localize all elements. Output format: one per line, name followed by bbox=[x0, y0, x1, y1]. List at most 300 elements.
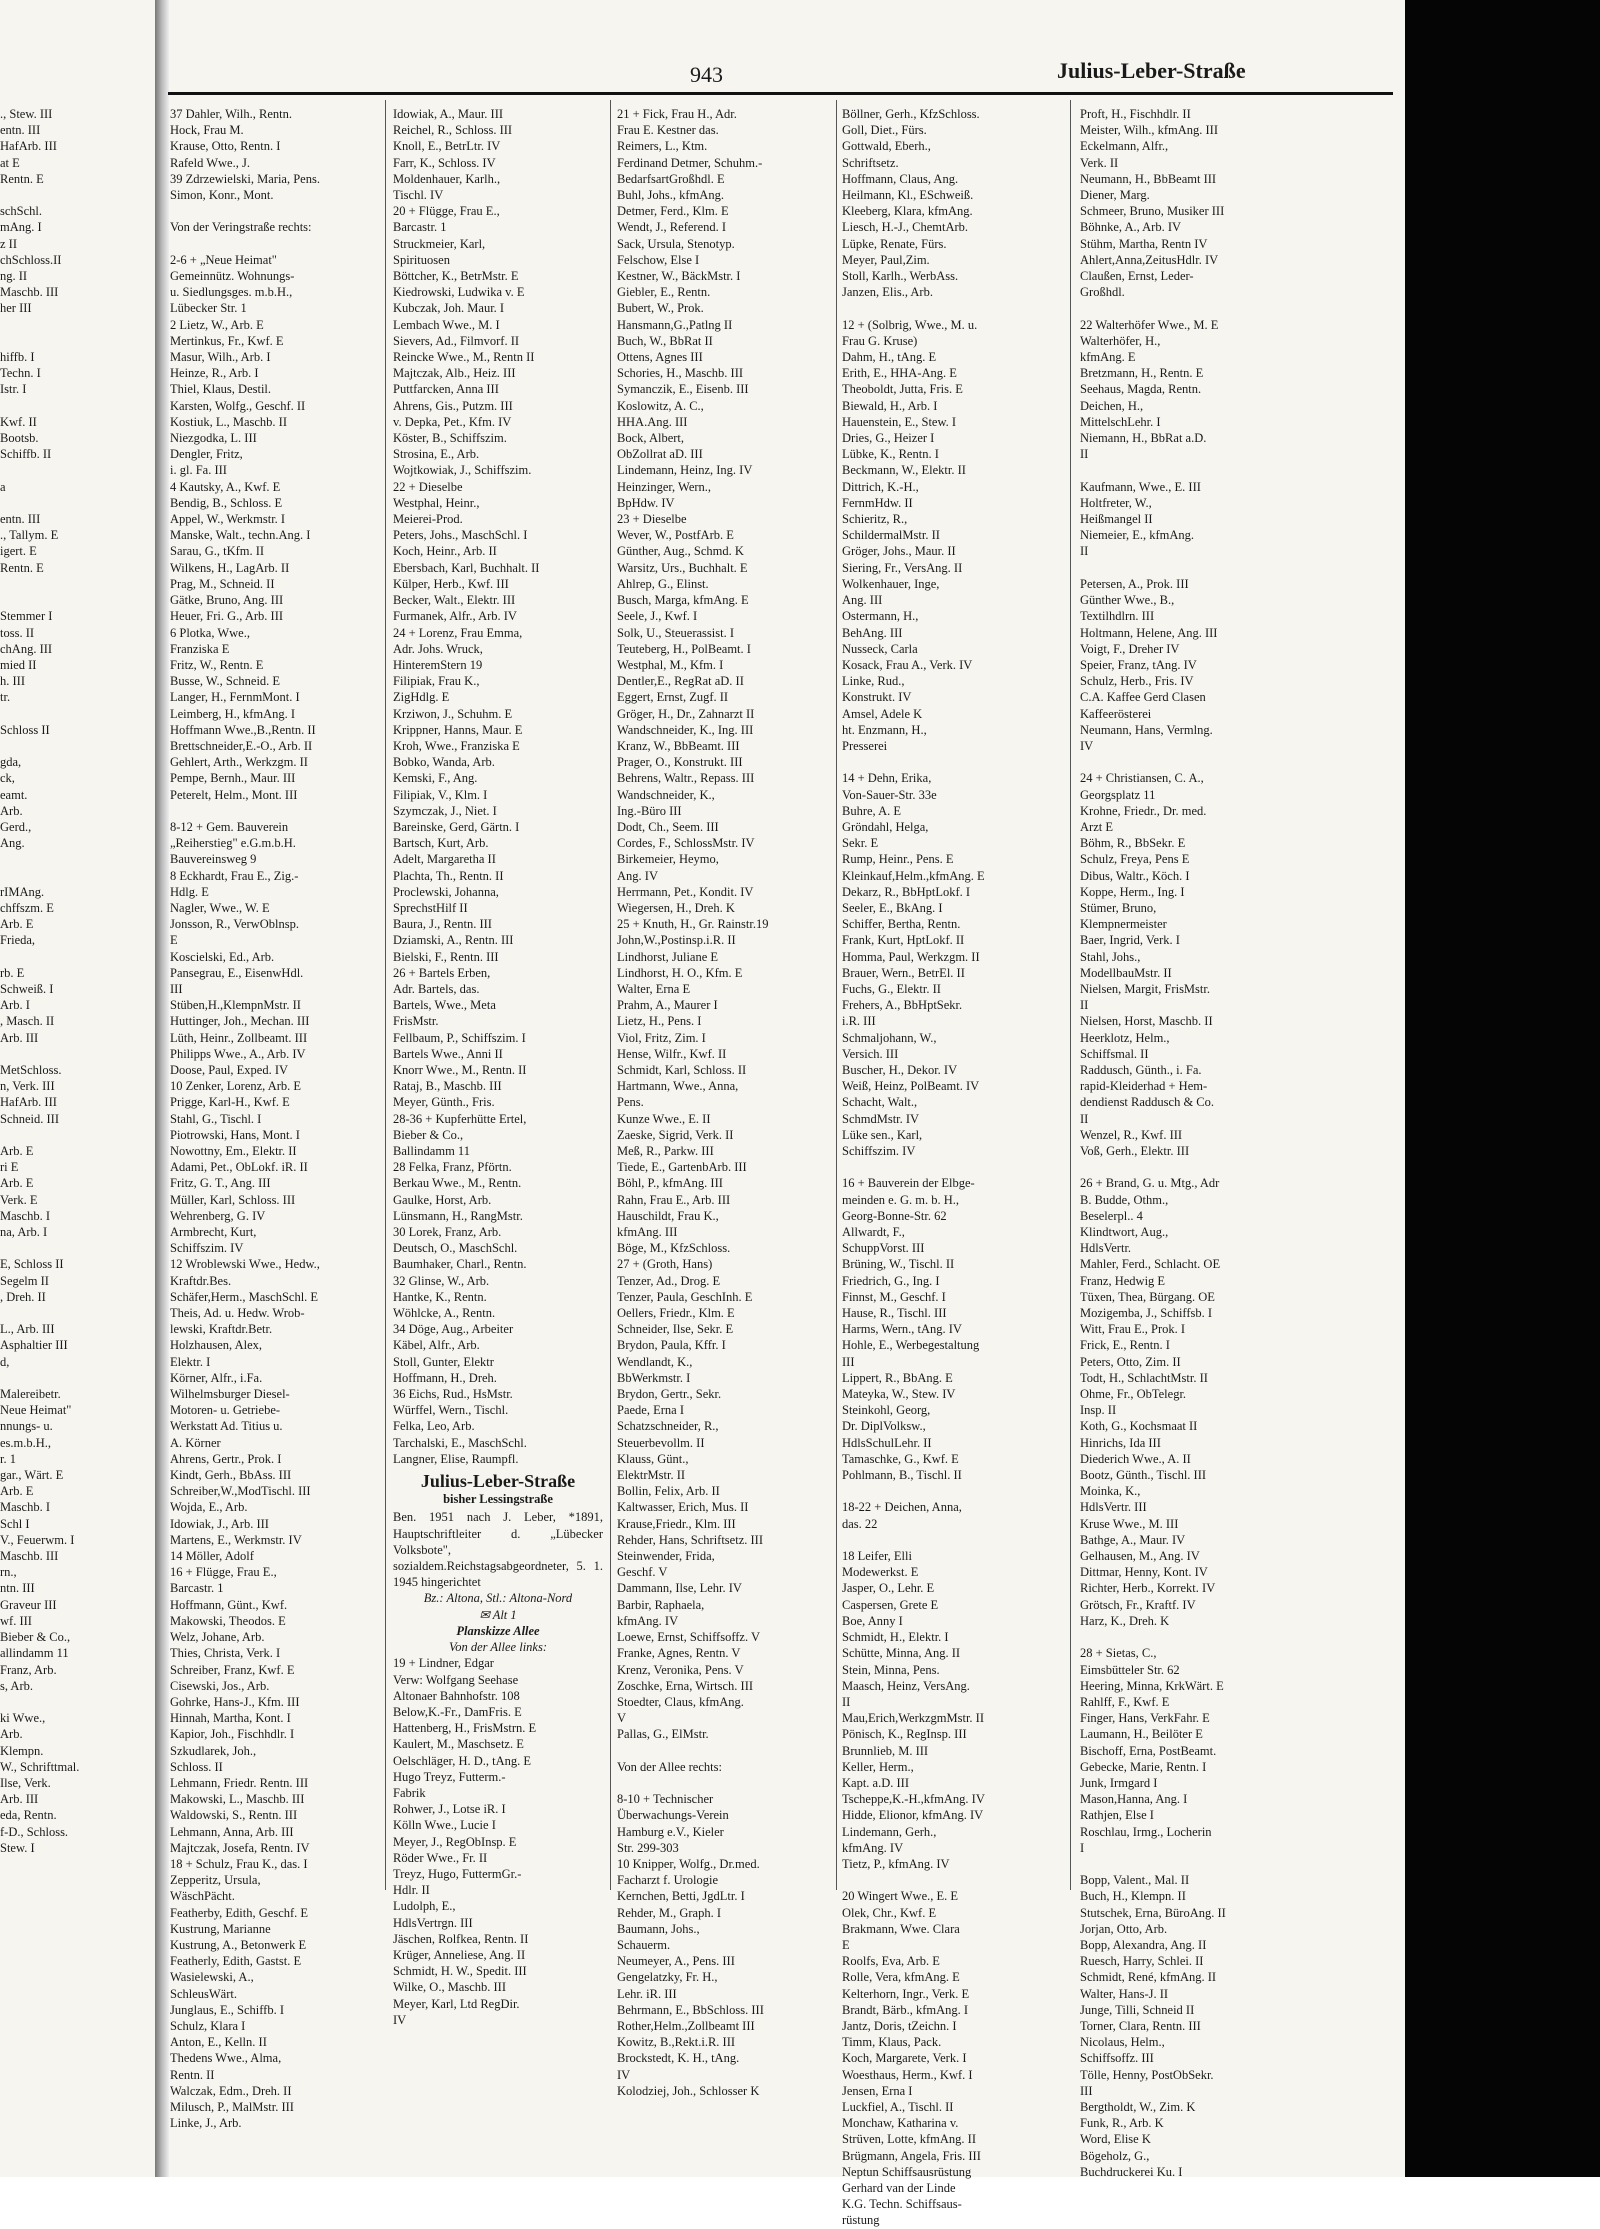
directory-entry: Meierei-Prod. bbox=[393, 512, 463, 527]
directory-entry: Frieda, bbox=[0, 933, 36, 948]
directory-entry: 16 + Flügge, Frau E., bbox=[170, 1565, 277, 1580]
directory-entry: Giebler, E., Rentn. bbox=[617, 285, 711, 300]
directory-entry: Allwardt, F., bbox=[842, 1225, 905, 1240]
directory-entry: Busse, W., Schneid. E bbox=[170, 674, 281, 689]
directory-entry: BpHdw. IV bbox=[617, 495, 675, 510]
directory-entry: Jonsson, R., VerwOblnsp. bbox=[170, 917, 299, 932]
directory-entry: Kruse Wwe., M. III bbox=[1080, 1516, 1179, 1531]
directory-entry: Walczak, Edm., Dreh. II bbox=[170, 2083, 292, 2098]
directory-entry: Rathjen, Else I bbox=[1080, 1808, 1154, 1823]
directory-entry: Junk, Irmgard I bbox=[1080, 1775, 1158, 1790]
directory-entry: Pohlmann, B., Tischl. II bbox=[842, 1468, 962, 1483]
directory-entry: Adelt, Margaretha II bbox=[393, 852, 496, 867]
directory-entry: chAng. III bbox=[0, 641, 53, 656]
directory-entry: Hdlr. II bbox=[393, 1883, 430, 1898]
directory-entry: Weiß, Heinz, PolBeamt. IV bbox=[842, 1079, 980, 1094]
directory-entry: Rehder, M., Graph. I bbox=[617, 1905, 721, 1920]
directory-entry: Ruesch, Harry, Schlei. II bbox=[1080, 1954, 1204, 1969]
directory-entry: II bbox=[1080, 1111, 1089, 1126]
directory-entry: Zoschke, Erna, Wirtsch. III bbox=[617, 1678, 754, 1693]
directory-entry: i.R. III bbox=[842, 1014, 876, 1029]
directory-entry: II bbox=[1080, 447, 1089, 462]
directory-entry: Krziwon, J., Schuhm. E bbox=[393, 706, 513, 721]
directory-entry bbox=[0, 495, 154, 511]
directory-entry: Lehr. iR. III bbox=[617, 1986, 677, 2001]
directory-entry: Verw: Wolfgang Seehase bbox=[393, 1672, 519, 1687]
directory-entry: Barcastr. 1 bbox=[170, 1581, 224, 1596]
directory-entry: 10 Zenker, Lorenz, Arb. E bbox=[170, 1079, 302, 1094]
directory-entry: Ang. III bbox=[842, 593, 883, 608]
directory-entry: , Masch. II bbox=[0, 1014, 55, 1029]
directory-entry: Gaulke, Horst, Arb. bbox=[393, 1192, 492, 1207]
directory-entry: 8-12 + Gem. Bauverein bbox=[170, 819, 289, 834]
directory-entry: 22 + Dieselbe bbox=[393, 479, 463, 494]
directory-entry: Lippert, R., BbAng. E bbox=[842, 1370, 953, 1385]
directory-entry: Niezgodka, L. III bbox=[170, 431, 257, 446]
directory-entry: Petersen, A., Prok. III bbox=[1080, 576, 1189, 591]
directory-entry: Modewerkst. E bbox=[842, 1565, 919, 1580]
directory-entry: Neumann, H., BbBeamt III bbox=[1080, 171, 1217, 186]
directory-entry: Linke, Rud., bbox=[842, 674, 905, 689]
directory-entry: Warsitz, Urs., Buchhalt. E bbox=[617, 560, 748, 575]
column-divider bbox=[610, 100, 611, 1890]
directory-entry: Franziska E bbox=[170, 641, 230, 656]
street-entry-block bbox=[393, 1473, 603, 1655]
directory-entry: Dodt, Ch., Seem. III bbox=[617, 819, 719, 834]
directory-entry: 18-22 + Deichen, Anna, bbox=[842, 1500, 962, 1515]
directory-entry: Wendt, J., Referend. I bbox=[617, 220, 727, 235]
directory-entry: Stein, Minna, Pens. bbox=[842, 1662, 940, 1677]
directory-entry: Von der Veringstraße rechts: bbox=[170, 220, 312, 235]
directory-column-3 bbox=[617, 106, 832, 2126]
directory-entry: Rataj, B., Maschb. III bbox=[393, 1079, 502, 1094]
directory-entry: 26 + Bartels Erben, bbox=[393, 965, 491, 980]
directory-entry: Brettschneider,E.-O., Arb. II bbox=[170, 738, 313, 753]
directory-entry: Claußen, Ernst, Leder- bbox=[1080, 269, 1194, 284]
directory-entry: Peters, Johs., MaschSchl. I bbox=[393, 528, 528, 543]
directory-entry: Rentn. II bbox=[170, 2067, 215, 2082]
directory-entry: rn., bbox=[0, 1565, 17, 1580]
directory-entry: Schulz, Klara I bbox=[170, 2018, 246, 2033]
directory-entry: Oelschläger, H. D., tAng. E bbox=[393, 1753, 532, 1768]
directory-entry: Insp. II bbox=[1080, 1403, 1117, 1418]
directory-entry: Lüth, Heinr., Zollbeamt. III bbox=[170, 1030, 308, 1045]
directory-entry: Mateyka, W., Stew. IV bbox=[842, 1387, 956, 1402]
directory-entry: Treyz, Hugo, FuttermGr.- bbox=[393, 1866, 522, 1881]
directory-entry: Jäschen, Rolfkea, Rentn. II bbox=[393, 1931, 529, 1946]
directory-entry: Holtfreter, W., bbox=[1080, 495, 1152, 510]
directory-entry: Reincke Wwe., M., Rentn II bbox=[393, 350, 535, 365]
directory-entry: mAng. I bbox=[0, 220, 42, 235]
directory-entry: Bopp, Valent., Mal. II bbox=[1080, 1873, 1190, 1888]
directory-entry: 21 + Fick, Frau H., Adr. bbox=[617, 107, 737, 121]
directory-entry: Bathge, A., Maur. IV bbox=[1080, 1532, 1186, 1547]
directory-entry: Lüke sen., Karl, bbox=[842, 1127, 923, 1142]
directory-entry: Fellbaum, P., Schiffszim. I bbox=[393, 1030, 526, 1045]
directory-entry: Hantke, K., Rentn. bbox=[393, 1289, 487, 1304]
directory-entry: Seehaus, Magda, Rentn. bbox=[1080, 382, 1202, 397]
directory-entry: Meyer, Günth., Fris. bbox=[393, 1095, 495, 1110]
directory-entry: Gehlert, Arth., Werkzgm. II bbox=[170, 755, 308, 770]
directory-entry: u. Siedlungsges. m.b.H., bbox=[170, 285, 293, 300]
directory-entry: 18 Leifer, Elli bbox=[842, 1549, 912, 1564]
book-gutter bbox=[155, 0, 169, 2177]
directory-entry: „Reiherstieg" e.G.m.b.H. bbox=[170, 836, 296, 851]
directory-entry: Arb. III bbox=[0, 1792, 39, 1807]
directory-entry: BbWerkmstr. I bbox=[617, 1370, 691, 1385]
directory-entry: Deichen, H., bbox=[1080, 398, 1144, 413]
directory-entry: Böttcher, K., BetrMstr. E bbox=[393, 269, 519, 284]
directory-entry: kfmAng. IV bbox=[842, 1840, 904, 1855]
directory-entry: Todt, H., SchlachtMstr. II bbox=[1080, 1370, 1208, 1385]
directory-entry: Nusseck, Carla bbox=[842, 641, 918, 656]
directory-entry: Heerklotz, Helm., bbox=[1080, 1030, 1170, 1045]
directory-entry: Kustrung, A., Betonwerk E bbox=[170, 1937, 307, 1952]
directory-entry: Koth, G., Kochsmaat II bbox=[1080, 1419, 1198, 1434]
directory-entry: Rohwer, J., Lotse iR. I bbox=[393, 1802, 506, 1817]
directory-entry: Heering, Minna, KrkWärt. E bbox=[1080, 1678, 1224, 1693]
directory-entry: Deutsch, O., MaschSchl. bbox=[393, 1241, 518, 1256]
directory-entry: Makowski, L., Maschb. III bbox=[170, 1792, 305, 1807]
directory-entry: Harz, K., Dreh. K bbox=[1080, 1613, 1170, 1628]
directory-entry: Mertinkus, Fr., Kwf. E bbox=[170, 333, 284, 348]
directory-entry: Jasper, O., Lehr. E bbox=[842, 1581, 935, 1596]
directory-entry: Pansegrau, E., EisenwHdl. bbox=[170, 965, 304, 980]
directory-entry: Strüven, Lotte, kfmAng. II bbox=[842, 2132, 977, 2147]
directory-entry: Junglaus, E., Schiffb. I bbox=[170, 2002, 284, 2017]
directory-entry: Schiffer, Bertha, Rentn. bbox=[842, 917, 961, 932]
directory-entry: Prigge, Karl-H., Kwf. E bbox=[170, 1095, 290, 1110]
directory-entry: Ahrens, Gertr., Prok. I bbox=[170, 1451, 282, 1466]
column-divider bbox=[1070, 100, 1071, 1890]
directory-entry: Rahn, Frau E., Arb. III bbox=[617, 1192, 731, 1207]
directory-entry: Überwachungs-Verein bbox=[617, 1808, 729, 1823]
directory-entry: SchuppVorst. III bbox=[842, 1241, 925, 1256]
directory-entry: Majtczak, Josefa, Rentn. IV bbox=[170, 1840, 310, 1855]
directory-entry: rb. E bbox=[0, 965, 25, 980]
directory-entry: Buhl, Johs., kfmAng. bbox=[617, 188, 724, 203]
directory-entry: Witt, Frau E., Prok. I bbox=[1080, 1322, 1186, 1337]
directory-entry: Birkemeier, Heymo, bbox=[617, 852, 719, 867]
directory-entry: Kestner, W., BäckMstr. I bbox=[617, 269, 741, 284]
directory-entry: das. 22 bbox=[842, 1516, 878, 1531]
directory-entry: z II bbox=[0, 236, 17, 251]
directory-entry: , Dreh. II bbox=[0, 1289, 46, 1304]
directory-entry: Ang. bbox=[0, 836, 25, 851]
directory-entry: Dittmar, Henny, Kont. IV bbox=[1080, 1565, 1208, 1580]
directory-entry bbox=[170, 236, 380, 252]
directory-entry: Georg-Bonne-Str. 62 bbox=[842, 1208, 947, 1223]
directory-entry: Richter, Herb., Korrekt. IV bbox=[1080, 1581, 1216, 1596]
page-number: 943 bbox=[690, 62, 723, 87]
directory-entry: Wilke, O., Maschb. III bbox=[393, 1980, 507, 1995]
directory-entry: Adami, Pet., ObLokf. iR. II bbox=[170, 1160, 308, 1175]
directory-entry: Kaufmann, Wwe., E. III bbox=[1080, 479, 1201, 494]
directory-entry: Tscheppe,K.-H.,kfmAng. IV bbox=[842, 1792, 985, 1807]
directory-entry: Franz, Hedwig E bbox=[1080, 1273, 1166, 1288]
directory-entry: Peters, Otto, Zim. II bbox=[1080, 1354, 1181, 1369]
directory-entry: Konstrukt. IV bbox=[842, 690, 912, 705]
directory-entry: a bbox=[0, 479, 6, 494]
directory-entry: Istr. I bbox=[0, 382, 27, 397]
directory-entry: ri E bbox=[0, 1160, 19, 1175]
directory-entry: Moldenhauer, Karlh., bbox=[393, 171, 501, 186]
directory-entry: wf. III bbox=[0, 1613, 32, 1628]
directory-entry: Buch, H., Klempn. II bbox=[1080, 1889, 1186, 1904]
directory-entry: Bobko, Wanda, Arb. bbox=[393, 755, 495, 770]
directory-entry: Reimers, L., Ktm. bbox=[617, 139, 708, 154]
directory-entry bbox=[1080, 462, 1292, 478]
directory-entry: rapid-Kleiderhad + Hem- bbox=[1080, 1079, 1208, 1094]
directory-entry: Arb. E bbox=[0, 917, 34, 932]
directory-entry: Puttfarcken, Anna III bbox=[393, 382, 499, 397]
directory-entry: Wendlandt, K., bbox=[617, 1354, 693, 1369]
directory-entry: 24 + Lorenz, Frau Emma, bbox=[393, 625, 523, 640]
directory-entry: Kapt. a.D. III bbox=[842, 1775, 909, 1790]
directory-entry: Bareinske, Gerd, Gärtn. I bbox=[393, 819, 520, 834]
directory-entry: Holzhausen, Alex, bbox=[170, 1338, 262, 1353]
directory-entry: Wiegersen, H., Dreh. K bbox=[617, 900, 735, 915]
header-rule bbox=[168, 92, 1393, 95]
directory-entry: Hoffmann, H., Dreh. bbox=[393, 1370, 497, 1385]
directory-entry: Featherly, Edith, Gastst. E bbox=[170, 1954, 302, 1969]
directory-entry: Koch, Heinr., Arb. II bbox=[393, 544, 497, 559]
directory-entry: Ostermann, H., bbox=[842, 609, 919, 624]
directory-entry: Schulz, Freya, Pens E bbox=[1080, 852, 1190, 867]
directory-entry: Schneid. III bbox=[0, 1111, 60, 1126]
directory-entry: Monchaw, Katharina v. bbox=[842, 2116, 959, 2131]
directory-entry: rüstung bbox=[842, 2213, 880, 2228]
directory-entry: Becker, Walt., Elektr. III bbox=[393, 593, 516, 608]
directory-entry: Linke, J., Arb. bbox=[170, 2116, 242, 2131]
directory-entry: Idowiak, J., Arb. III bbox=[170, 1516, 269, 1531]
directory-entry: Behrens, Waltr., Repass. III bbox=[617, 771, 755, 786]
directory-entry: Ahrens, Gis., Putzm. III bbox=[393, 398, 513, 413]
directory-entry: Berkau Wwe., M., Rentn. bbox=[393, 1176, 522, 1191]
directory-entry: Schloss II bbox=[0, 722, 50, 737]
directory-entry: toss. II bbox=[0, 625, 35, 640]
directory-entry: Reichel, R., Schloss. III bbox=[393, 123, 513, 138]
directory-entry: Jantz, Doris, tZeichn. I bbox=[842, 2018, 957, 2033]
directory-entry: Verk. II bbox=[1080, 155, 1119, 170]
directory-entry: Steinwender, Frida, bbox=[617, 1549, 715, 1564]
directory-entry: n, Verk. III bbox=[0, 1079, 55, 1094]
directory-entry: Raddusch, Günth., i. Fa. bbox=[1080, 1062, 1202, 1077]
directory-entry: Koslowitz, A. C., bbox=[617, 398, 704, 413]
directory-entry: Motoren- u. Getriebe- bbox=[170, 1403, 281, 1418]
directory-entry: Kroh, Wwe., Franziska E bbox=[393, 738, 520, 753]
directory-entry: Mahler, Ferd., Schlacht. OE bbox=[1080, 1257, 1221, 1272]
directory-entry: Langer, H., FernmMont. I bbox=[170, 690, 300, 705]
directory-entry: Harms, Wern., tAng. IV bbox=[842, 1322, 962, 1337]
directory-entry: Bootz, Günth., Tischl. III bbox=[1080, 1468, 1207, 1483]
directory-entry bbox=[0, 576, 154, 592]
directory-entry: Hohle, E., Werbegestaltung bbox=[842, 1338, 980, 1353]
directory-entry: W., Schrifttmal. bbox=[0, 1759, 80, 1774]
directory-entry: Krause, Otto, Rentn. I bbox=[170, 139, 281, 154]
directory-entry: Frank, Kurt, HptLokf. II bbox=[842, 933, 965, 948]
directory-entry: Kwf. II bbox=[0, 414, 37, 429]
directory-entry: John,W.,Postinsp.i.R. II bbox=[617, 933, 736, 948]
directory-entry: Ferdinand Detmer, Schuhm.- bbox=[617, 155, 763, 170]
directory-entry: Rentn. E bbox=[0, 560, 44, 575]
directory-entry: Textilhdlrn. III bbox=[1080, 609, 1155, 624]
directory-entry: Heinze, R., Arb. I bbox=[170, 366, 259, 381]
directory-entry: her III bbox=[0, 301, 32, 316]
directory-entry: Barbir, Raphaela, bbox=[617, 1597, 705, 1612]
directory-entry bbox=[0, 738, 154, 754]
directory-entry bbox=[0, 592, 154, 608]
directory-entry: Schatzschneider, R., bbox=[617, 1419, 719, 1434]
directory-entry: ., Tallym. E bbox=[0, 528, 59, 543]
directory-entry: Szymczak, J., Niet. I bbox=[393, 803, 497, 818]
directory-entry: es.m.b.H., bbox=[0, 1435, 52, 1450]
directory-entry: Cisewski, Jos., Arb. bbox=[170, 1678, 270, 1693]
directory-entry: I bbox=[1080, 1840, 1085, 1855]
directory-entry: Dries, G., Heizer I bbox=[842, 431, 935, 446]
directory-entry: 20 Wingert Wwe., E. E bbox=[842, 1889, 959, 1904]
directory-entry: Tüxen, Thea, Bürgang. OE bbox=[1080, 1289, 1215, 1304]
directory-entry: Graveur III bbox=[0, 1597, 57, 1612]
directory-entry bbox=[1080, 754, 1292, 770]
directory-entry: Müller, Karl, Schloss. III bbox=[170, 1192, 296, 1207]
directory-entry: Hauschildt, Frau K., bbox=[617, 1208, 719, 1223]
directory-entry: Presserei bbox=[842, 738, 888, 753]
directory-entry: SchildermalMstr. II bbox=[842, 528, 940, 543]
directory-entry: Ilse, Verk. bbox=[0, 1775, 51, 1790]
directory-entry: v. Depka, Pet., Kfm. IV bbox=[393, 414, 512, 429]
directory-entry: Facharzt f. Urologie bbox=[617, 1873, 719, 1888]
directory-entry: Lehmann, Anna, Arb. III bbox=[170, 1824, 294, 1839]
directory-entry: Fuchs, G., Elektr. II bbox=[842, 981, 941, 996]
directory-entry: Rehder, Hans, Schriftsetz. III bbox=[617, 1532, 763, 1547]
directory-entry: Krause,Friedr., Klm. III bbox=[617, 1516, 736, 1531]
directory-entry: Nowottny, Em., Elektr. II bbox=[170, 1144, 297, 1158]
directory-entry: Mozigemba, J., Schiffsb. I bbox=[1080, 1306, 1213, 1321]
directory-entry: dendienst Raddusch & Co. bbox=[1080, 1095, 1215, 1110]
directory-entry: Pallas, G., ElMstr. bbox=[617, 1727, 709, 1742]
directory-entry: Strosina, E., Arb. bbox=[393, 447, 480, 462]
directory-entry: Heuer, Fri. G., Arb. III bbox=[170, 609, 284, 624]
directory-entry: Langner, Elise, Raumpfl. bbox=[393, 1451, 519, 1466]
directory-entry bbox=[842, 1159, 1060, 1175]
directory-entry: Buch, W., BbRat II bbox=[617, 333, 713, 348]
directory-entry bbox=[842, 300, 1060, 316]
directory-entry: Schacht, Walt., bbox=[842, 1095, 918, 1110]
directory-entry: Käbel, Alfr., Arb. bbox=[393, 1338, 480, 1353]
directory-entry: Bendig, B., Schloss. E bbox=[170, 495, 283, 510]
directory-entry: tr. bbox=[0, 690, 11, 705]
directory-entry: Teuteberg, H., PolBeamt. I bbox=[617, 641, 751, 656]
directory-entry: Frick, E., Rentn. I bbox=[1080, 1338, 1170, 1353]
directory-entry: Ang. IV bbox=[617, 868, 658, 883]
column-divider bbox=[385, 100, 386, 1890]
directory-entry: Behrmann, E., BbSchloss. III bbox=[617, 2002, 764, 2017]
directory-entry: Bubert, W., Prok. bbox=[617, 301, 704, 316]
directory-entry: Spirituosen bbox=[393, 252, 450, 267]
directory-entry: Philipps Wwe., A., Arb. IV bbox=[170, 1046, 306, 1061]
directory-entry: Hdlg. E bbox=[170, 884, 209, 899]
directory-entry: Simon, Konr., Mont. bbox=[170, 188, 274, 203]
directory-entry: Franke, Agnes, Rentn. V bbox=[617, 1646, 741, 1661]
directory-entry: Kubczak, Joh. Maur. I bbox=[393, 301, 505, 316]
directory-entry: Nagler, Wwe., W. E bbox=[170, 900, 270, 915]
directory-entry: Boe, Anny I bbox=[842, 1613, 903, 1628]
directory-entry: hiffb. I bbox=[0, 350, 35, 365]
directory-entry: Szkudlarek, Joh., bbox=[170, 1743, 257, 1758]
directory-entry: Schmidt, H., Elektr. I bbox=[842, 1630, 949, 1645]
directory-entry: Bartels Wwe., Anni II bbox=[393, 1046, 503, 1061]
directory-entry: Schmidt, H. W., Spedit. III bbox=[393, 1964, 527, 1979]
directory-entry: Koscielski, Ed., Arb. bbox=[170, 949, 275, 964]
directory-entry: 19 + Lindner, Edgar bbox=[393, 1656, 494, 1671]
directory-entry: Nicolaus, Helm., bbox=[1080, 2035, 1165, 2050]
directory-entry: MittelschLehr. I bbox=[1080, 414, 1161, 429]
directory-entry: Gelhausen, M., Ang. IV bbox=[1080, 1549, 1200, 1564]
directory-entry: Hoffmann, Claus, Ang. bbox=[842, 171, 959, 186]
directory-entry: Sarau, G., tKfm. II bbox=[170, 544, 265, 559]
directory-entry bbox=[842, 1872, 1060, 1888]
directory-entry: Buhre, A. E bbox=[842, 803, 902, 818]
directory-entry: Kosack, Frau A., Verk. IV bbox=[842, 657, 973, 672]
directory-entry: Stahl, G., Tischl. I bbox=[170, 1111, 262, 1126]
directory-entry: Gröger, Johs., Maur. II bbox=[842, 544, 956, 559]
directory-entry: Böhl, P., kfmAng. III bbox=[617, 1176, 723, 1191]
directory-entry: Krohne, Friedr., Dr. med. bbox=[1080, 803, 1207, 818]
directory-entry bbox=[1080, 1856, 1292, 1872]
directory-entry: HdlsVertrgn. III bbox=[393, 1915, 473, 1930]
directory-entry: SprechstHilf II bbox=[393, 900, 468, 915]
directory-entry: Word, Elise K bbox=[1080, 2132, 1151, 2147]
directory-entry: Bollin, Felix, Arb. II bbox=[617, 1484, 720, 1499]
directory-entry: Wojtkowiak, J., Schiffszim. bbox=[393, 463, 532, 478]
directory-entry: Mau,Erich,WerkzgmMstr. II bbox=[842, 1711, 985, 1726]
directory-entry: s, Arb. bbox=[0, 1678, 33, 1693]
directory-entry: chffszm. E bbox=[0, 900, 54, 915]
directory-entry: Arb. I bbox=[0, 998, 30, 1013]
directory-entry: Hoffmann Wwe.,B.,Rentn. II bbox=[170, 722, 316, 737]
directory-entry bbox=[842, 1483, 1060, 1499]
directory-entry: Dziamski, A., Rentn. III bbox=[393, 933, 514, 948]
directory-entry: Tarchalski, E., MaschSchl. bbox=[393, 1435, 527, 1450]
directory-entry: Eggert, Ernst, Zugf. II bbox=[617, 690, 729, 705]
directory-entry: Ebersbach, Karl, Buchhalt. II bbox=[393, 560, 540, 575]
directory-entry: Segelm II bbox=[0, 1273, 49, 1288]
directory-entry bbox=[1080, 560, 1292, 576]
directory-entry: Frehers, A., BbHptSekr. bbox=[842, 998, 963, 1013]
directory-entry: 2-6 + „Neue Heimat" bbox=[170, 252, 277, 267]
directory-entry: III bbox=[1080, 2083, 1093, 2098]
directory-entry: Seele, J., Kwf. I bbox=[617, 609, 698, 624]
directory-entry: Klempnermeister bbox=[1080, 917, 1167, 932]
directory-entry: Janzen, Elis., Arb. bbox=[842, 285, 933, 300]
directory-entry: 34 Döge, Aug., Arbeiter bbox=[393, 1322, 514, 1337]
directory-entry: Gottwald, Eberh., bbox=[842, 139, 931, 154]
directory-entry: Maschb. I bbox=[0, 1500, 50, 1515]
directory-entry bbox=[0, 706, 154, 722]
directory-entry: Stoedter, Claus, kfmAng. bbox=[617, 1694, 744, 1709]
directory-entry: Schiffszim. IV bbox=[170, 1241, 244, 1256]
directory-entry: Rafeld Wwe., J. bbox=[170, 155, 250, 170]
directory-entry: Bieber & Co., bbox=[393, 1127, 464, 1142]
directory-entry: IV bbox=[393, 2012, 407, 2027]
directory-entry: Hinrichs, Ida III bbox=[1080, 1435, 1161, 1450]
directory-entry: nnungs- u. bbox=[0, 1419, 53, 1434]
directory-entry: Klauss, Günt., bbox=[617, 1451, 689, 1466]
directory-entry: Stoll, Gunter, Elektr bbox=[393, 1354, 494, 1369]
directory-entry: Diener, Marg. bbox=[1080, 188, 1150, 203]
directory-entry: Seeler, E., BkAng. I bbox=[842, 900, 943, 915]
